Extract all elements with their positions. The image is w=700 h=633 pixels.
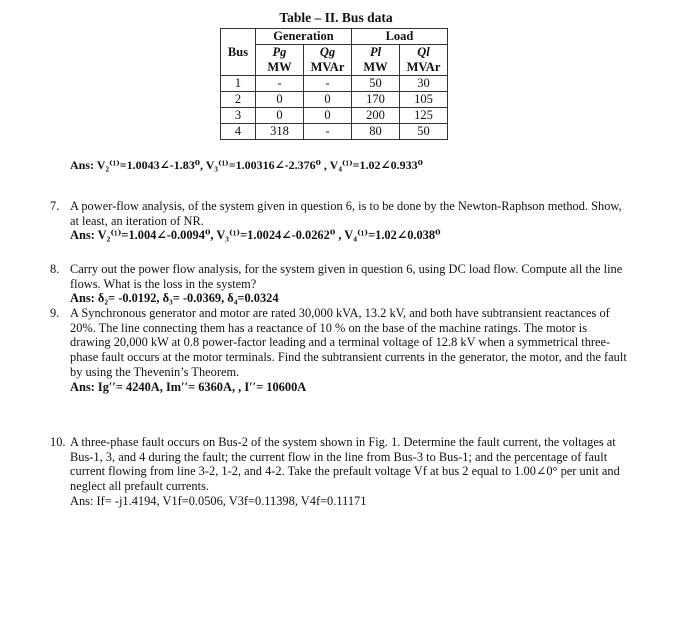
table-cell: 80 — [352, 124, 400, 140]
table-cell: 0 — [256, 92, 304, 108]
table-cell: 4 — [221, 124, 256, 140]
question-answer: Ans: V₂⁽¹⁾=1.004∠-0.0094⁰, V₃⁽¹⁾=1.0024∠-0.0262⁰ , V₄⁽¹⁾=1.02∠0.038⁰ — [70, 228, 441, 243]
header-load: Load — [352, 29, 448, 45]
question-8 — [50, 262, 630, 306]
header-generation: Generation — [256, 29, 352, 45]
header-unit-qg: MVAr — [304, 60, 352, 76]
header-bus-top — [221, 29, 256, 45]
table-cell: 170 — [352, 92, 400, 108]
question-7 — [50, 199, 630, 243]
table-row — [221, 92, 448, 108]
header-unit-pg: MW — [256, 60, 304, 76]
table-cell: 318 — [256, 124, 304, 140]
header-unit-ql: MVAr — [400, 60, 448, 76]
table-cell: 125 — [400, 108, 448, 124]
table-cell: 2 — [221, 92, 256, 108]
table-cell: - — [304, 124, 352, 140]
table-cell: 0 — [304, 108, 352, 124]
q6-answer: Ans: V₂⁽¹⁾=1.0043∠-1.83⁰, V₃⁽¹⁾=1.00316∠-2.376⁰ , V₄⁽¹⁾=1.02∠0.933⁰ — [70, 158, 423, 172]
table-cell: 1 — [221, 76, 256, 92]
header-qg: Qg — [304, 45, 352, 61]
table-cell: 105 — [400, 92, 448, 108]
table-cell: 200 — [352, 108, 400, 124]
table-cell: 30 — [400, 76, 448, 92]
question-text: A power-flow analysis, of the system given in question 6, is to be done by the Newton-Raphson method. Show, at least, an iteration of NR. — [70, 199, 622, 228]
table-cell: 3 — [221, 108, 256, 124]
question-text: Carry out the power flow analysis, for the system given in question 6, using DC load flow. Compute all the line flows. What is the loss in the system? — [70, 262, 623, 291]
question-answer: Ans: δ₂= -0.0192, δ₃= -0.0369, δ₄=0.0324 — [70, 291, 279, 306]
table-cell: 0 — [256, 108, 304, 124]
table-row — [221, 108, 448, 124]
table-cell: 50 — [352, 76, 400, 92]
header-bus: Bus — [221, 45, 256, 61]
table-row — [221, 124, 448, 140]
header-ql: Ql — [400, 45, 448, 61]
question-number: 8. — [50, 262, 60, 276]
table-cell: - — [304, 76, 352, 92]
header-pg: Pg — [256, 45, 304, 61]
question-answer: Ans: If= -j1.4194, V1f=0.0506, V3f=0.11398, V4f=0.11171 — [70, 493, 367, 508]
table-cell: 0 — [304, 92, 352, 108]
question-text: A three-phase fault occurs on Bus-2 of the system shown in Fig. 1. Determine the fault current, the voltages at Bus-1, 3, and 4 during the fault; the current flow in the line from Bus-3 to Bus-1; and the percentage of fault current flowing from line 3-2, 1-2, and 4-2. Take the prefault voltage Vf at bus 2 equal to 1.00∠0° per unit and neglect all prefault currents. — [70, 435, 620, 494]
bus-data-table — [220, 28, 448, 140]
header-pl: Pl — [352, 45, 400, 61]
question-number: 7. — [50, 199, 60, 213]
table-cell: 50 — [400, 124, 448, 140]
header-unit-pl: MW — [352, 60, 400, 76]
table-row — [221, 76, 448, 92]
question-number: 9. — [50, 306, 60, 320]
header-bus-bottom — [221, 60, 256, 76]
question-answer: Ans: Ig′′= 4240A, Im′′= 6360A, , I′′= 10600A — [70, 379, 307, 394]
table-cell: - — [256, 76, 304, 92]
question-text: A Synchronous generator and motor are rated 30,000 kVA, 13.2 kV, and both have subtransient reactances of 20%. The line connecting them has a reactance of 10 % on the base of the machine ratings. The motor is drawing 20,000 kW at 0.8 power-factor leading and a terminal voltage of 12.8 kV when a symmetrical three-phase fault occurs at the motor terminals. Find the subtransient currents in the generator, the motor, and the fault by using the Thevenin’s Theorem. — [70, 306, 627, 379]
question-10 — [50, 435, 630, 509]
table-title: Table – II. Bus data — [279, 10, 393, 25]
question-number: 10. — [50, 435, 66, 449]
question-9 — [50, 306, 630, 394]
